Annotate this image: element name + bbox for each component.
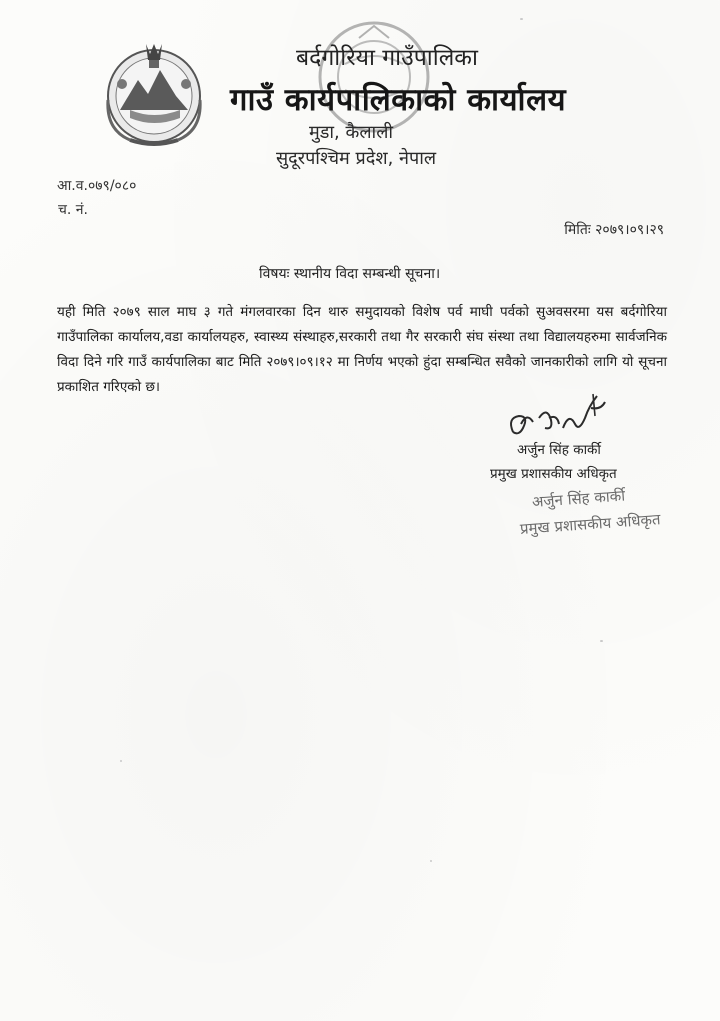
scan-speck <box>120 760 122 762</box>
signatory-title: प्रमुख प्रशासकीय अधिकृत <box>490 466 617 482</box>
letter-subject: विषयः स्थानीय विदा सम्बन्धी सूचना। <box>259 266 441 282</box>
signatory-name: अर्जुन सिंह कार्की <box>517 442 601 458</box>
notice-body: यही मिति २०७९ साल माघ ३ गते मंगलवारका दिन थारु समुदायको विशेष पर्व माघी पर्वको सुअवसरमा यस बर्दगोरिया गाउँपालिका कार्यालय,वडा कार्यालयहरु, स्वास्थ्य संस्थाहरु,सरकारी तथा गैर सरकारी संघ संस्था तथा विद्यालयहरुमा सार्वजनिक विदा दिने गरि गाउँ कार्यपालिका बाट मिति २०७९।०९।१२ मा निर्णय भएको हुंदा सम्बन्धित सवैको जानकारीको लागि यो सूचना प्रकाशित गरिएको छ। <box>57 304 667 395</box>
name-seal-text: अर्जुन सिंह कार्की <box>531 486 626 511</box>
letter-date: मितिः २०७९।०९।२९ <box>564 222 664 238</box>
municipality-name: बर्दगोरिया गाउँपालिका <box>296 45 478 71</box>
office-province: सुदूरपश्चिम प्रदेश, नेपाल <box>276 148 437 169</box>
title-seal-text: प्रमुख प्रशासकीय अधिकृत <box>519 510 662 538</box>
scan-speck <box>520 18 523 20</box>
reference-number: च. नं. <box>58 202 89 218</box>
office-address: मुडा, कैलाली <box>309 122 394 143</box>
scan-speck <box>430 860 432 862</box>
fiscal-year: आ.व.०७९/०८० <box>57 178 137 194</box>
scan-speck <box>600 640 603 642</box>
nepal-emblem-icon <box>100 40 208 148</box>
office-title: गाउँ कार्यपालिकाको कार्यालय <box>230 82 567 118</box>
